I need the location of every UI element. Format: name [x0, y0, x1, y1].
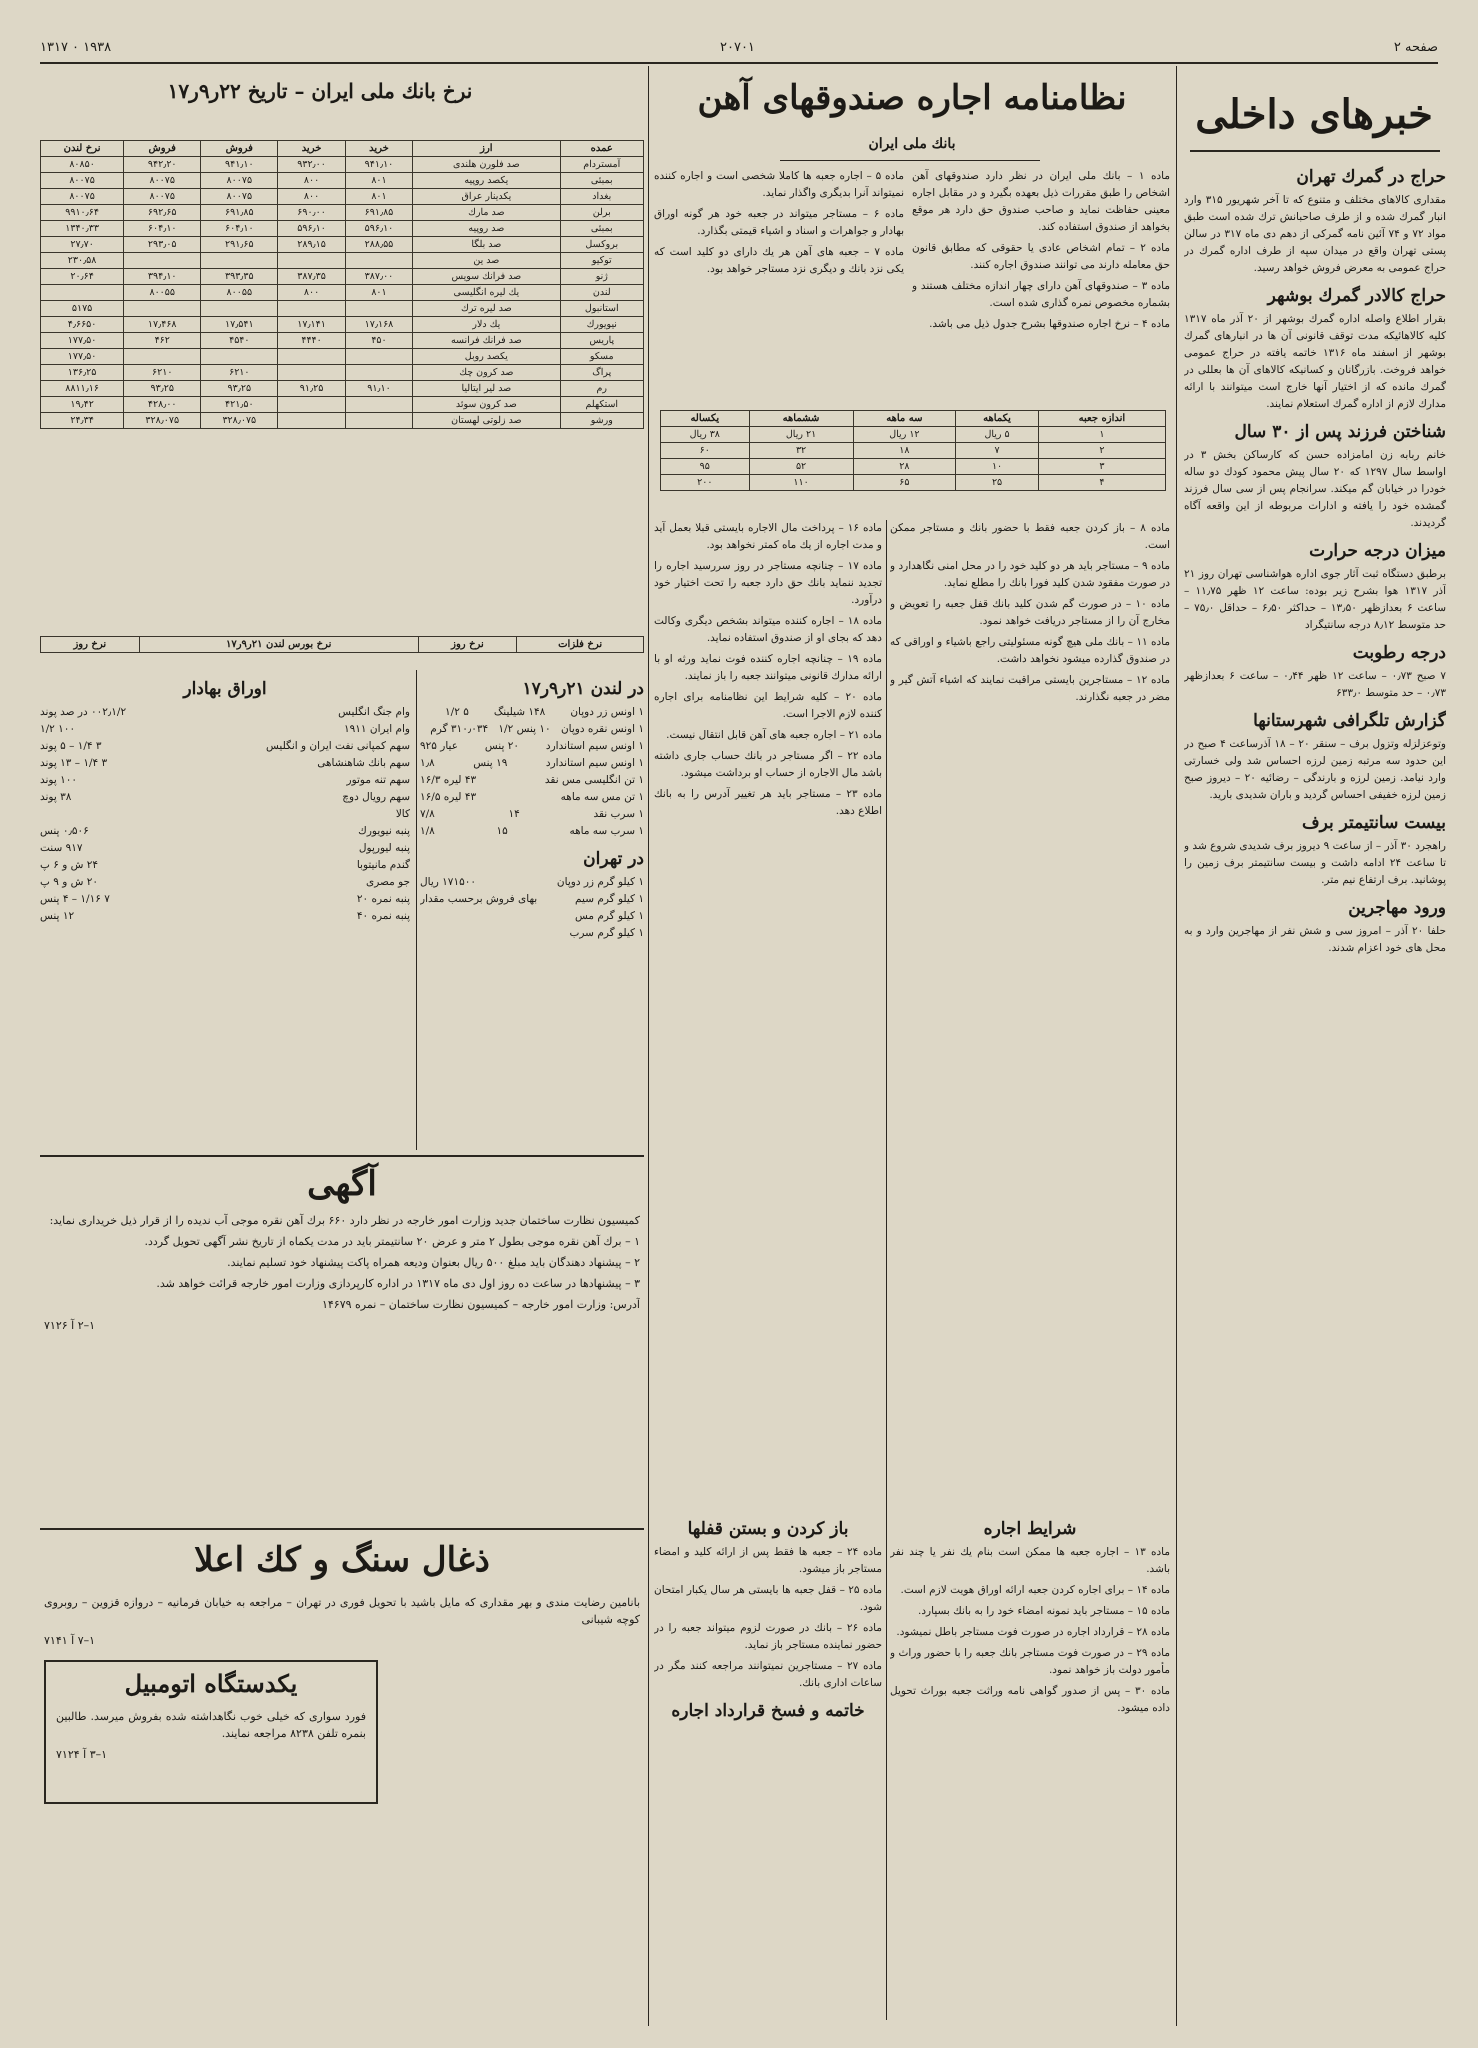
- list-item: ۱ اونس سیم استاندارد ۱۹ پنس ۱٫۸: [420, 757, 644, 769]
- page-header: [40, 38, 1438, 60]
- news-body: وتوعزلزله وتزول برف – سنقر ۲۰ – ۱۸ آذرساعت ۴ صبح در این حدود سه مرتبه زمین لرزه احساس شد ولی خسارتی وارد نیامد. زمین لرزه و بارندگی – رضائیه ۲۰ – دیروز صبح زمین لرزه خفیفی احساس گردید و باران شدیدی بارید.: [1184, 738, 1446, 801]
- list-item: ۱ كیلو گرم سیم بهای فروش برحسب مقدار: [420, 893, 644, 905]
- table-header: خرید: [345, 141, 412, 157]
- rental-price-table: [660, 410, 1166, 491]
- article: ماده ۲۸ – قرارداد اجاره در صورت فوت مستاجر باطل نمیشود.: [896, 1626, 1170, 1638]
- article: ماده ۲ – تمام اشخاص عادی یا حقوقی كه مطابق قانون حق معامله دارند می توانند صندوق اجاره كنند.: [912, 242, 1170, 271]
- news-body: راهجرد ۳۰ آذر – از ساعت ۹ دیروز برف شدیدی شروع شد و تا ساعت ۲۴ ادامه داشت و بیست سانتیمتر برف زمین را پوشانید. برف ارتفاع نیم متر.: [1184, 840, 1446, 886]
- table-row: ورشو صد زلوتی لهستان ۳۲۸٫۰۷۵ ۳۲۸٫۰۷۵ ۲۴٫۳۴: [41, 413, 644, 429]
- car-ad-box: [44, 1660, 378, 1804]
- news-headline: شناختن فرزند پس از ۳۰ سال: [1234, 422, 1446, 442]
- regulation-column-d: [654, 1510, 882, 2010]
- section-heading: اوراق بهادار: [183, 679, 267, 699]
- table-row: پاریس صد فرانك فرانسه ۴۵۰ ۴۴۴۰ ۴۵۴۰ ۴۶۲ ۱۷۷٫۵۰: [41, 333, 644, 349]
- table-header: سه ماهه: [853, 411, 956, 427]
- table-row: بمبئی صد روپیه ۵۹۶٫۱۰ ۵۹۶٫۱۰ ۶۰۴٫۱۰ ۶۰۴٫۱۰ ۱۳۴۰٫۳۳: [41, 221, 644, 237]
- coal-ad-body: [44, 1594, 640, 1654]
- notice-paragraph: آدرس: وزارت امور خارجه – كمیسیون نظارت ساختمان – نمره ۱۴۶۷۹: [321, 1298, 640, 1311]
- article: ماده ۲۵ – قفل جعبه ها بایستی هر سال یكبار امتحان شود.: [654, 1584, 882, 1613]
- regulation-column-b: [890, 520, 1170, 1500]
- notice-ref: ۱–۲ آ ۷۱۲۶: [44, 1319, 96, 1332]
- subtitle-rule: [780, 160, 1040, 161]
- list-item: ۱ كیلو گرم زر دوپان ۱۷۱۵۰۰ ریال: [420, 876, 644, 888]
- news-body: حلفا ۲۰ آذر – امروز سی و شش نفر از مهاجرین وارد و به محل های خود اعزام شدند.: [1184, 925, 1446, 954]
- notice-paragraph: ۳ – پیشنهادها در ساعت ده روز اول دی ماه ۱۳۱۷ در اداره كارپردازی وزارت امور خارجه قرائت خواهد شد.: [156, 1277, 640, 1290]
- page-number: صفحه ۲: [1393, 40, 1438, 55]
- list-item: جو مصری ۲۰ ش و ۹ پ: [40, 876, 410, 888]
- list-item: وام جنگ انگلیس ۰۰۲٫۱/۲ در صد پوند: [40, 706, 410, 718]
- table-header: خرید: [278, 141, 345, 157]
- column-divider: [886, 520, 887, 2020]
- article: ماده ۲۰ – كلیه شرایط این نظامنامه برای اجاره كننده لازم الاجرا است.: [654, 691, 882, 720]
- table-header: عمده: [560, 141, 643, 157]
- article: ماده ۱۴ – برای اجاره كردن جعبه ارائه اوراق هویت لازم است.: [900, 1584, 1170, 1596]
- regulation-column-a: [912, 168, 1170, 398]
- table-header: ارز: [413, 141, 560, 157]
- ad-text: بانامین رضایت مندی و بهر مقداری كه مایل باشید با تحویل فوری در تهران – مراجعه به خیابان فرمانیه – دروازه قزوین – روبروی كوچه شیبانی: [44, 1596, 640, 1626]
- table-row: ۳ ۱۰ ۲۸ ۵۲ ۹۵: [661, 459, 1166, 475]
- article: ماده ۸ – باز كردن جعبه فقط با حضور بانك و مستاجر ممكن است.: [890, 522, 1170, 551]
- column-divider: [1176, 66, 1177, 2026]
- rates-footer: [40, 636, 644, 653]
- ad-ref: ۱–۳ آ ۷۱۲۴: [56, 1748, 108, 1761]
- news-headline: حراج در گمرك تهران: [1296, 167, 1446, 187]
- article: ماده ۵ – اجاره جعبه ها كاملا شخصی است و اجاره كننده نمیتواند آنرا بدیگری واگذار نماید.: [654, 170, 904, 199]
- table-row: پراگ صد كرون چك ۶۲۱۰ ۶۲۱۰ ۱۳۶٫۲۵: [41, 365, 644, 381]
- list-item: ۱ سرب نقد ۱۴ ۷/۸: [420, 808, 644, 820]
- table-row: مسكو یكصد روبل ۱۷۷٫۵۰: [41, 349, 644, 365]
- table-row: استانبول صد لیره ترك ۵۱۷۵: [41, 301, 644, 317]
- news-body: مقداری كالاهای مختلف و متنوع كه تا آخر شهریور ۳۱۵ وارد انبار گمرك شده و از طرف صاحبانش ترك شده است طبق مواد ۷۲ و ۷۴ آئین نامه گمركی از دهم دی ماه ۳۱۷ در سالن پستی تهران واقع در میدان سپه از طرف اداره گمرك در حراج عمومی به معرض فروش خواهد رسید.: [1184, 194, 1446, 274]
- notice-paragraph: كمیسیون نظارت ساختمان جدید وزارت امور خارجه در نظر دارد ۶۶۰ برك آهن نقره موجی آب ندیده را از قرار ذیل خریداری نماید:: [49, 1214, 640, 1227]
- table-header: نرخ فلزات: [517, 637, 644, 653]
- news-body: برطبق دستگاه ثبت آثار جوی اداره هواشناسی تهران روز ۲۱ آذر ۱۳۱۷ هوا بشرح زیر بوده: ساعت ۱۲ ظهر ۱۱٫۷۵ – ساعت ۶ بعدازظهر ۱۳٫۵۰ – حداكثر ۶٫۵۰ – حداقل ۷۵٫۰ – حد متوسط ۸٫۱۲ درجه سانتیگراد: [1184, 568, 1446, 631]
- table-row: برلن صد مارك ۶۹۱٫۸۵ ۶۹۰٫۰۰ ۶۹۱٫۸۵ ۶۹۲٫۶۵ ۹۹۱۰٫۶۴: [41, 205, 644, 221]
- notice-paragraph: ۲ – پیشنهاد دهندگان باید مبلغ ۵۰۰ ریال بعنوان ودیعه همراه پاكت پیشنهاد خود تسلیم نمایند.: [227, 1256, 640, 1269]
- article: ماده ۲۲ – اگر مستاجر در بانك حساب جاری داشته باشد مال الاجاره از حساب او برداشت میشود.: [654, 750, 882, 779]
- table-row: نیویورك یك دلار ۱۷٫۱۶۸ ۱۷٫۱۴۱ ۱۷٫۵۴۱ ۱۷٫۴۶۸ ۴٫۶۶۵۰: [41, 317, 644, 333]
- table-row: استكهلم صد كرون سوئد ۴۲۱٫۵۰ ۴۲۸٫۰۰ ۱۹٫۴۲: [41, 397, 644, 413]
- regulation-subtitle: بانك ملی ایران: [868, 136, 956, 152]
- article: ماده ۱۰ – در صورت گم شدن كلید بانك قفل جعبه را تعویض و مخارج آن را از مستاجر دریافت خواهد نمود.: [890, 598, 1170, 627]
- title-rule: [1190, 150, 1440, 152]
- regulation-column-c: [654, 520, 882, 1500]
- table-header: نرخ لندن: [41, 141, 124, 157]
- article: ماده ۱۲ – مستاجرین بایستی مراقبت نمایند كه اشیاء آتش گیر و مضر در جعبه نگذارند.: [890, 674, 1170, 703]
- table-row: توكیو صد ین ۲۳۰٫۵۸: [41, 253, 644, 269]
- news-body: ۷ صبح ۰٫۷۳ – ساعت ۱۲ ظهر ۰٫۴۴ – ساعت ۶ بعدازظهر ۰٫۷۳ – حد متوسط ۶۳۳٫۰: [1184, 670, 1446, 699]
- car-ad-body: [56, 1708, 366, 1798]
- list-item: پنبه نمره ۲۰ ۷ ۱/۱۶ – ۴ پنس: [40, 893, 410, 905]
- list-item: كالا: [395, 808, 410, 820]
- securities: [40, 670, 410, 1150]
- article: ماده ۲۹ – در صورت فوت مستاجر بانك جعبه را با حضور وراث و مأمور دولت باز خواهد نمود.: [890, 1647, 1170, 1676]
- news-headline: گزارش تلگرافی شهرستانها: [1253, 711, 1446, 731]
- list-item: ۱ اونس نقره دوپان ۱۰ پنس ۱/۲ ۳۱۰٫۰۳۴ گرم: [430, 723, 644, 735]
- column-divider: [416, 670, 417, 1150]
- list-item: ۱ تن مس سه ماهه ۴۳ لیره ۱۶/۵: [420, 791, 644, 803]
- news-headline: میزان درجه حرارت: [1309, 541, 1446, 561]
- article: ماده ۷ – جعبه های آهن هر یك دارای دو كلید است كه یكی نزد بانك و دیگری نزد مستاجر خواهد بود.: [654, 246, 904, 275]
- table-header: نرخ بورس لندن ۲۱ر۹ر۱۷: [139, 637, 418, 653]
- table-header: یكماهه: [956, 411, 1039, 427]
- header-date: ۱۳۱۷ ۰ ۱۹۳۸: [40, 40, 112, 55]
- article: ماده ۱۱ – بانك ملی هیچ گونه مسئولیتی راجع باشیاء و اوراقی كه در صندوق گذارده میشود نخواهد داشت.: [890, 636, 1170, 665]
- list-item: ۱ كیلو گرم مس: [574, 910, 644, 922]
- metals-london: [420, 670, 644, 1150]
- article: ماده ۱۵ – مستاجر باید نمونه امضاء خود را به بانك بسپارد.: [918, 1605, 1170, 1617]
- list-item: گندم مانیتوبا ۲۴ ش و ۶ پ: [40, 859, 410, 871]
- table-row: رم صد لیر ایتالیا ۹۱٫۱۰ ۹۱٫۲۵ ۹۳٫۲۵ ۹۳٫۲۵ ۸۸۱۱٫۱۶: [41, 381, 644, 397]
- table-header: اندازه جعبه: [1038, 411, 1165, 427]
- article: ماده ۲۶ – بانك در صورت لزوم میتواند جعبه را در حضور نماینده مستاجر باز نماید.: [654, 1622, 882, 1651]
- notice-paragraph: ۱ – برك آهن نقره موجی بطول ۲ متر و عرض ۲۰ سانتیمتر باید در مدت یكماه از تاریخ نشر آگهی تحویل گردد.: [144, 1235, 640, 1248]
- table-row: بروكسل صد بلگا ۲۸۸٫۵۵ ۲۸۹٫۱۵ ۲۹۱٫۶۵ ۲۹۳٫۰۵ ۲۷٫۷۰: [41, 237, 644, 253]
- table-header: نرخ روز: [418, 637, 517, 653]
- table-header: ششماهه: [749, 411, 853, 427]
- list-item: پنبه لیورپول ۹۱۷ سنت: [40, 842, 410, 854]
- news-headline: بیست سانتیمتر برف: [1301, 813, 1446, 833]
- table-row: ۴ ۲۵ ۶۵ ۱۱۰ ۲۰۰: [661, 475, 1166, 491]
- list-item: ۱ كیلو گرم سرب: [569, 927, 644, 939]
- issue-number: ۲۰۷۰۱: [720, 40, 755, 55]
- article: ماده ۶ – مستاجر میتواند در جعبه خود هر گونه اوراق بهادار و جواهرات و اسناد و اشیاء قیمتی بگذارد.: [654, 208, 904, 237]
- section-heading: در تهران: [583, 849, 644, 869]
- coal-ad-title: ذغال سنگ و كك اعلا: [194, 1540, 490, 1580]
- list-item: سهم تنه موتور ۱۰۰ پوند: [40, 774, 410, 786]
- section-heading: باز كردن و بستن قفلها: [687, 1519, 849, 1539]
- article: ماده ۳ – صندوقهای آهن دارای چهار اندازه مختلف هستند و بشماره مخصوص نمره گذاری شده است.: [912, 280, 1170, 309]
- list-item: سهم كمپانی نفت ایران و انگلیس ۳ ۱/۴ – ۵ پوند: [40, 740, 410, 752]
- list-item: پنبه نیویورك ۰٫۵۰۶ پنس: [40, 825, 410, 837]
- article: ماده ۱۹ – چنانچه اجاره كننده فوت نماید ورثه او با ارائه مدارك قانونی میتوانند جعبه را باز نمایند.: [654, 653, 882, 682]
- list-item: وام ایران ۱۹۱۱ ۱۰۰ ۱/۲: [40, 723, 410, 735]
- news-body: بقرار اطلاع واصله اداره گمرك بوشهر از ۲۰ آذر ماه ۱۳۱۷ كلیه كالاهائیكه مدت توقف قانونی آن ها در انبارهای گمرك بوشهر از اسفند ماه ۱۳۱۶ خاتمه یافته در حراج عمومی خواهد فروخت. بازرگانان و كسانیكه كالاهای آن ها بعللی در گمرك مانده كه از اختیار آنها خارج است میتوانند با ارائه مدارك لازم از اداره گمرك استعلام نمایند.: [1184, 313, 1446, 410]
- regulation-column-e: [890, 1510, 1170, 2010]
- section-rule: [40, 1155, 644, 1157]
- news-headline: حراج كالادر گمرك بوشهر: [1267, 286, 1446, 306]
- table-row: ۲ ۷ ۱۸ ۳۲ ۶۰: [661, 443, 1166, 459]
- article: ماده ۲۷ – مستاجرین نمیتوانند مراجعه كنند مگر در ساعات اداری بانك.: [654, 1660, 882, 1689]
- regulation-title: نظامنامه اجاره صندوقهای آهن: [697, 78, 1127, 118]
- table-row: ژنو صد فرانك سویس ۳۸۷٫۰۰ ۳۸۷٫۳۵ ۳۹۳٫۳۵ ۳۹۴٫۱۰ ۲۰٫۶۴: [41, 269, 644, 285]
- header-rule: [40, 62, 1438, 64]
- list-item: سهم بانك شاهنشاهی ۳ ۱/۴ – ۱۳ پوند: [40, 757, 410, 769]
- section-heading: در لندن ۲۱ر۹ر۱۷: [522, 679, 644, 699]
- ad-text: فورد سواری كه خیلی خوب نگاهداشته شده بفروش میرسد. طالبین بنمره تلفن ۸۲۳۸ مراجعه نمایند.: [56, 1710, 366, 1740]
- section-rule: [40, 1528, 644, 1530]
- article: ماده ۱۳ – اجاره جعبه ها ممكن است بنام یك نفر یا چند نفر باشد.: [890, 1546, 1170, 1575]
- list-item: ۱ اونس سیم استاندارد ۲۰ پنس عیار ۹۲۵: [420, 740, 644, 752]
- article: ماده ۴ – نرخ اجاره صندوقها بشرح جدول ذیل می باشد.: [929, 318, 1170, 330]
- list-item: ۱ سرب سه ماهه ۱۵ ۱/۸: [420, 825, 644, 837]
- section-heading: خاتمه و فسخ قرارداد اجاره: [671, 1701, 865, 1721]
- table-row: آمستردام صد فلورن هلندی ۹۴۱٫۱۰ ۹۳۲٫۰۰ ۹۴۱٫۱۰ ۹۴۲٫۲۰ ۸۰۸۵۰: [41, 157, 644, 173]
- notice-title: آگهی: [307, 1164, 377, 1204]
- table-header: فروش: [201, 141, 278, 157]
- column-divider: [648, 66, 649, 2026]
- article: ماده ۱۸ – اجاره كننده میتواند بشخص دیگری وكالت دهد كه بجای او از صندوق استفاده نماید.: [654, 615, 882, 644]
- list-item: ۱ اونس زر دوپان ۱۴۸ شیلینگ ۵ ۱/۲: [445, 706, 644, 718]
- ad-ref: ۱–۷ آ ۷۱۴۱: [44, 1634, 96, 1647]
- table-row: بمبئی یكصد روپیه ۸۰۱ ۸۰۰ ۸۰۰۷۵ ۸۰۰۷۵ ۸۰۰۷۵: [41, 173, 644, 189]
- domestic-news-title: خبرهای داخلی: [1195, 91, 1433, 138]
- section-heading: شرایط اجاره: [983, 1519, 1077, 1539]
- news-body: خانم ربابه زن امامزاده حسن كه كارساكن بخش ۳ در اواسط سال ۱۲۹۷ كه ۲۰ سال پیش محمود كودك دو ساله خودرا در خیابان گم میكند. سرانجام پس از سی سال فرزند گمشده خود را یافته و ادارات مربوطه از این واقعه آگاه گردیدند.: [1184, 449, 1446, 529]
- article: ماده ۱ – بانك ملی ایران در نظر دارد صندوقهای آهن اشخاص را طبق مقررات ذیل بعهده بگیرد و در مقابل اجاره معینی حفاظت نماید و صاحب صندوق حق دارد هر موقع بخواهد از صندوق استفاده كند.: [912, 170, 1170, 233]
- notice-body: [44, 1212, 640, 1512]
- rates-title: نرخ بانك ملی ایران – تاریخ ۲۲ر۹ر۱۷: [167, 79, 473, 103]
- car-ad-title: یكدستگاه اتومبیل: [124, 1669, 298, 1698]
- list-item: پنبه نمره ۴۰ ۱۲ پنس: [40, 910, 410, 922]
- table-row: ۱ ۵ ریال ۱۲ ریال ۲۱ ریال ۳۸ ریال: [661, 427, 1166, 443]
- news-headline: ورود مهاجرین: [1348, 898, 1446, 918]
- exchange-rates-table: [40, 140, 644, 429]
- table-header: نرخ روز: [41, 637, 140, 653]
- table-row: بغداد یكدینار عراق ۸۰۱ ۸۰۰ ۸۰۰۷۵ ۸۰۰۷۵ ۸۰۰۷۵: [41, 189, 644, 205]
- article: ماده ۱۶ – پرداخت مال الاجاره بایستی قبلا بعمل آید و مدت اجاره از یك ماه كمتر نخواهد بود.: [654, 522, 882, 551]
- article: ماده ۲۴ – جعبه ها فقط پس از ارائه كلید و امضاء مستاجر باز میشود.: [654, 1546, 882, 1575]
- regulation-column-a2: [654, 168, 904, 398]
- table-header: فروش: [124, 141, 201, 157]
- table-header: یكساله: [661, 411, 750, 427]
- article: ماده ۲۱ – اجاره جعبه های آهن قابل انتقال نیست.: [666, 729, 882, 741]
- domestic-news-column: [1184, 158, 1446, 2008]
- list-item: سهم رویال دوچ ۳۸ پوند: [40, 791, 410, 803]
- article: ماده ۳۰ – پس از صدور گواهی نامه وراثت جعبه بوراث تحویل داده میشود.: [890, 1685, 1170, 1714]
- table-row: لندن یك لیره انگلیسی ۸۰۱ ۸۰۰ ۸۰۰۵۵ ۸۰۰۵۵: [41, 285, 644, 301]
- list-item: ۱ تن انگلیسی مس نقد ۴۳ لیره ۱۶/۳: [420, 774, 644, 786]
- news-headline: درجه رطوبت: [1352, 643, 1446, 663]
- article: ماده ۹ – مستاجر باید هر دو كلید خود را در محل امنی نگاهدارد و در صورت مفقود شدن كلید فورا بانك را مطلع نماید.: [890, 560, 1170, 589]
- article: ماده ۱۷ – چنانچه مستاجر در روز سررسید اجاره را تجدید ننماید بانك حق دارد جعبه را تحت اختیار خود درآورد.: [654, 560, 882, 606]
- article: ماده ۲۳ – مستاجر باید هر تغییر آدرس را به بانك اطلاع دهد.: [654, 788, 882, 817]
